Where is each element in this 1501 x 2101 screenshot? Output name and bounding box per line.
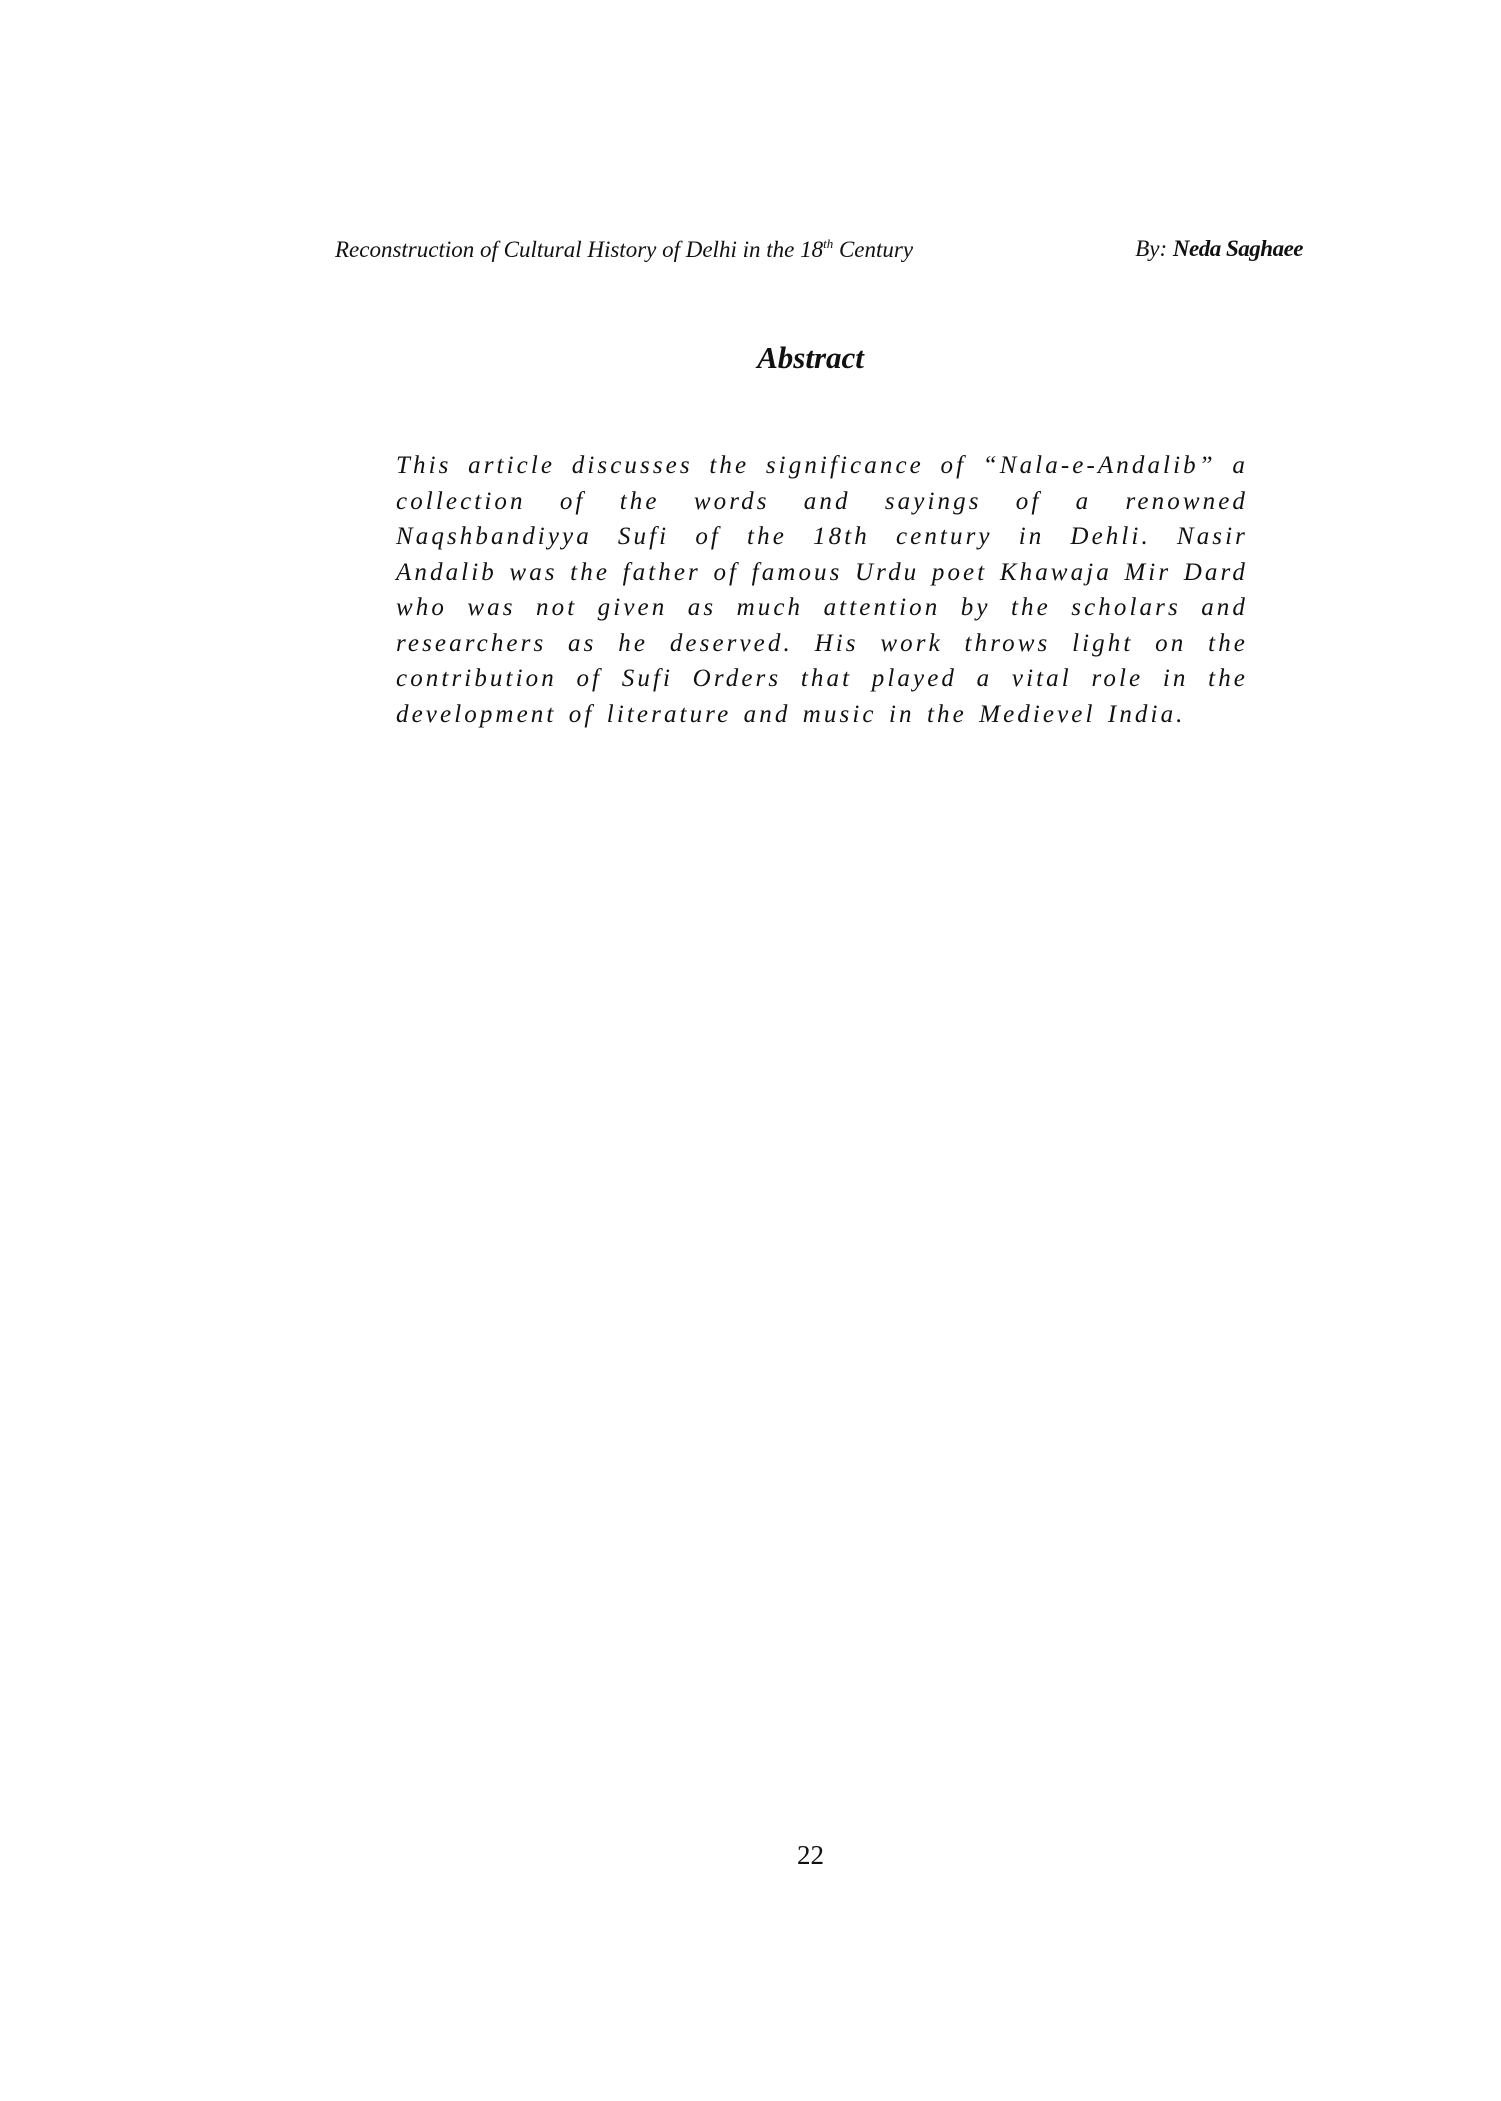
abstract-heading: Abstract — [757, 340, 864, 375]
author-name: Neda Saghaee — [1172, 236, 1303, 261]
header-title-superscript: th — [823, 236, 834, 251]
running-header — [335, 236, 1315, 276]
header-title — [335, 236, 913, 263]
header-author — [1135, 236, 1303, 262]
abstract-body: This article discusses the significance of “Nala-e-Andalib” a collection of the words and sayings of a renowned Naqshbandiyya Sufi of the 18th century in Dehli. Nasir Andalib was the father of famous Urdu poet Khawaja Mir Dard who was not given as much attention by the scholars and researchers as he deserved. His work throws light on the contribution of Sufi Orders that played a vital role in the development of literature and music in the Medievel India. — [396, 452, 1248, 728]
page-number: 22 — [797, 1840, 824, 1870]
header-title-end: Century — [833, 237, 914, 262]
header-title-main: Reconstruction of Cultural History of Delhi in the 18 — [335, 237, 824, 262]
author-prefix: By: — [1135, 236, 1173, 261]
